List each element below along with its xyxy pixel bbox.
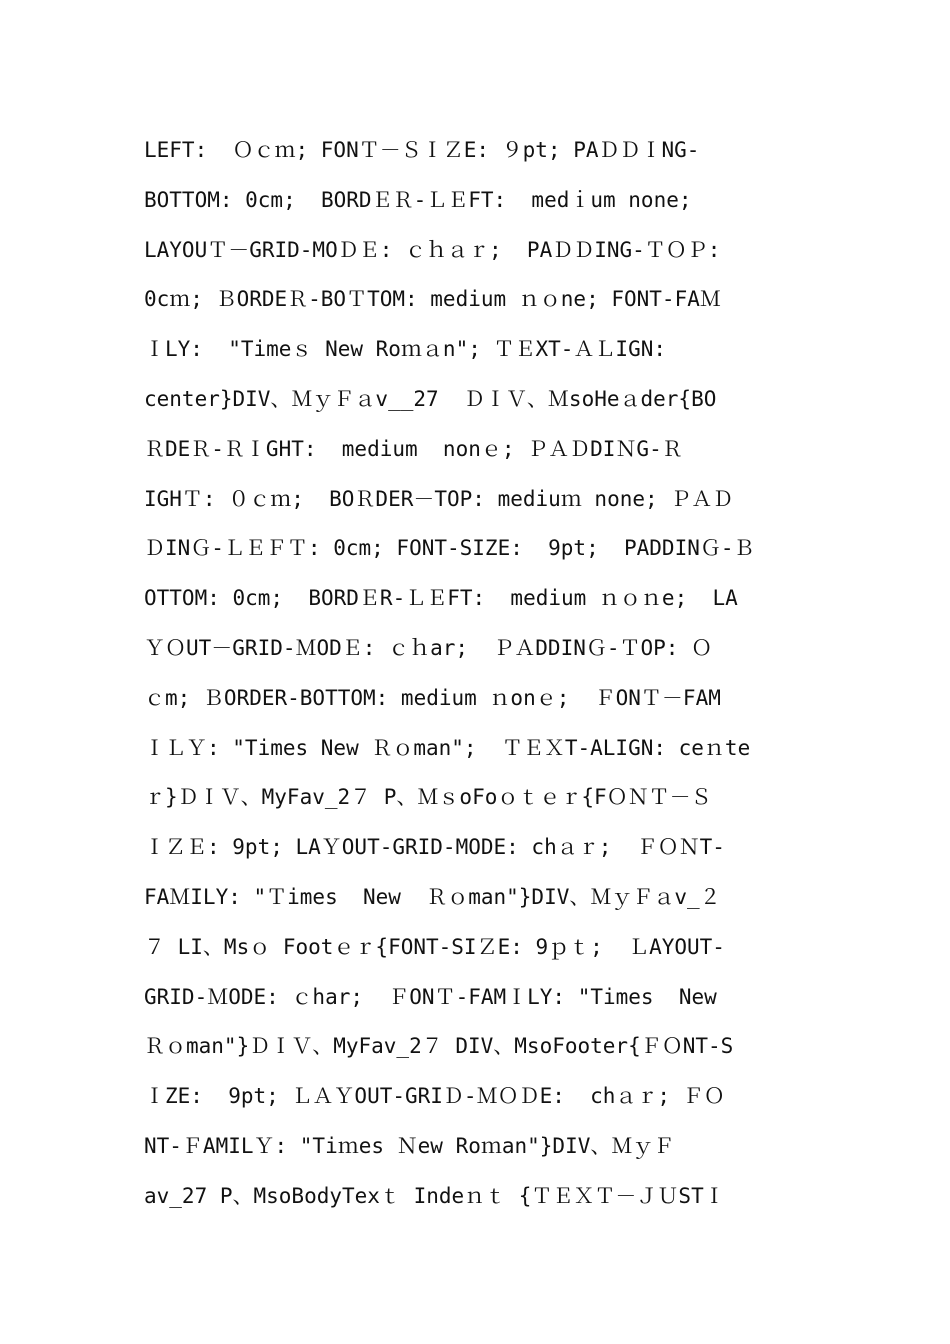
text-line: OTTOM: 0cm; BORDＥR-ＬＥFT: medium ｎｏｎe; LA [144, 586, 738, 611]
text-line: BOTTOM: 0cm; BORDＥＲ-ＬＥFT: medｉum none; [144, 187, 692, 212]
text-line: ＹＯUT－GRID-ＭODＥ: ｃｈar; ＰＡDDINＧ-ＴOP: Ｏ [144, 635, 713, 660]
text-line: LAYOUＴ－GRID-MOＤＥ: ｃｈａｒ; PAＤＤING-ＴＯＰ: [144, 237, 721, 262]
text-line: IGHＴ: ０ｃｍ; BOＲDER－TOP: mediuｍ none; ＰＡＤ [144, 486, 734, 511]
text-line: ＤINＧ-ＬＥＦＴ: 0cm; FONT-SIZE: 9pt; PADDINＧ-Ｂ [144, 536, 755, 561]
text-line: center}DIV、ＭｙＦａv__27 ＤＩＶ、ＭsoHeａder{BO [144, 386, 717, 411]
text-line: ＲDEＲ-ＲＩGHT: medium nonｅ; ＰＡＤDIＮG-Ｒ [144, 436, 683, 461]
text-line: ＩZE: 9pt; ＬＡＹOUT-GRIＤ-ＭＯＤE: chａｒ; ＦＯ [144, 1084, 725, 1109]
text-line: GRID-ＭODE: ｃhar; ＦONＴ-FAMＩLY: "Times New [144, 984, 717, 1009]
text-line: FAＭILY: "Ｔimes New Ｒｏman"}DIV、ＭｙＦａv_２ [144, 884, 721, 909]
body-text [144, 130, 824, 1226]
text-line: ＩＺＥ: 9pt; LAＹOUT-GRID-MODE: chａｒ; ＦＯＮT- [144, 835, 725, 860]
text-line: NT-ＦAMILＹ: "Tiｍes Ｎew Roｍan"}DIV、ＭｙＦ [144, 1133, 675, 1158]
text-line: ｒ}ＤＩＶ、MyFav_2７ P、ＭｓoFoｏｔｅｒ{FＯＮＴ－Ｓ [144, 785, 712, 810]
text-line: LEFT: Ｏｃｍ; FONＴ－ＳＩＺE: ９pt; PAＤＤＩNG- [144, 138, 700, 162]
text-line: Ｒｏman"}ＤＩＶ、MyFav_2７ DIV、MsoFooter{ＦＯNT-S [144, 1034, 734, 1059]
text-line: ７ LI、Msｏ Footｅｒ{FONT-SIＺE: 9ｐｔ; ＬAYOUT- [144, 934, 725, 959]
text-line: av_27 P、MsoBodyTexｔ Indeｎｔ {ＴＥＸＴ－ＪＵSTＩ [144, 1183, 725, 1208]
text-line: ＩLY: "Timeｓ New Roｍａn"; ＴＥXT-ＡＬIGN: [144, 337, 667, 362]
text-line: 0cｍ; ＢORDEＲ-BOＴTOM: medium ｎｏne; FONT-FAＭ [144, 287, 721, 312]
text-line: ｃm; ＢORDER-BOTTOM: medium ｎonｅ; ＦONＴ－FAM [144, 685, 721, 710]
text-line: ＩＬＹ: "Times New Ｒｏman"; ＴＥＸT-ALIGN: ceｎte [144, 735, 751, 760]
